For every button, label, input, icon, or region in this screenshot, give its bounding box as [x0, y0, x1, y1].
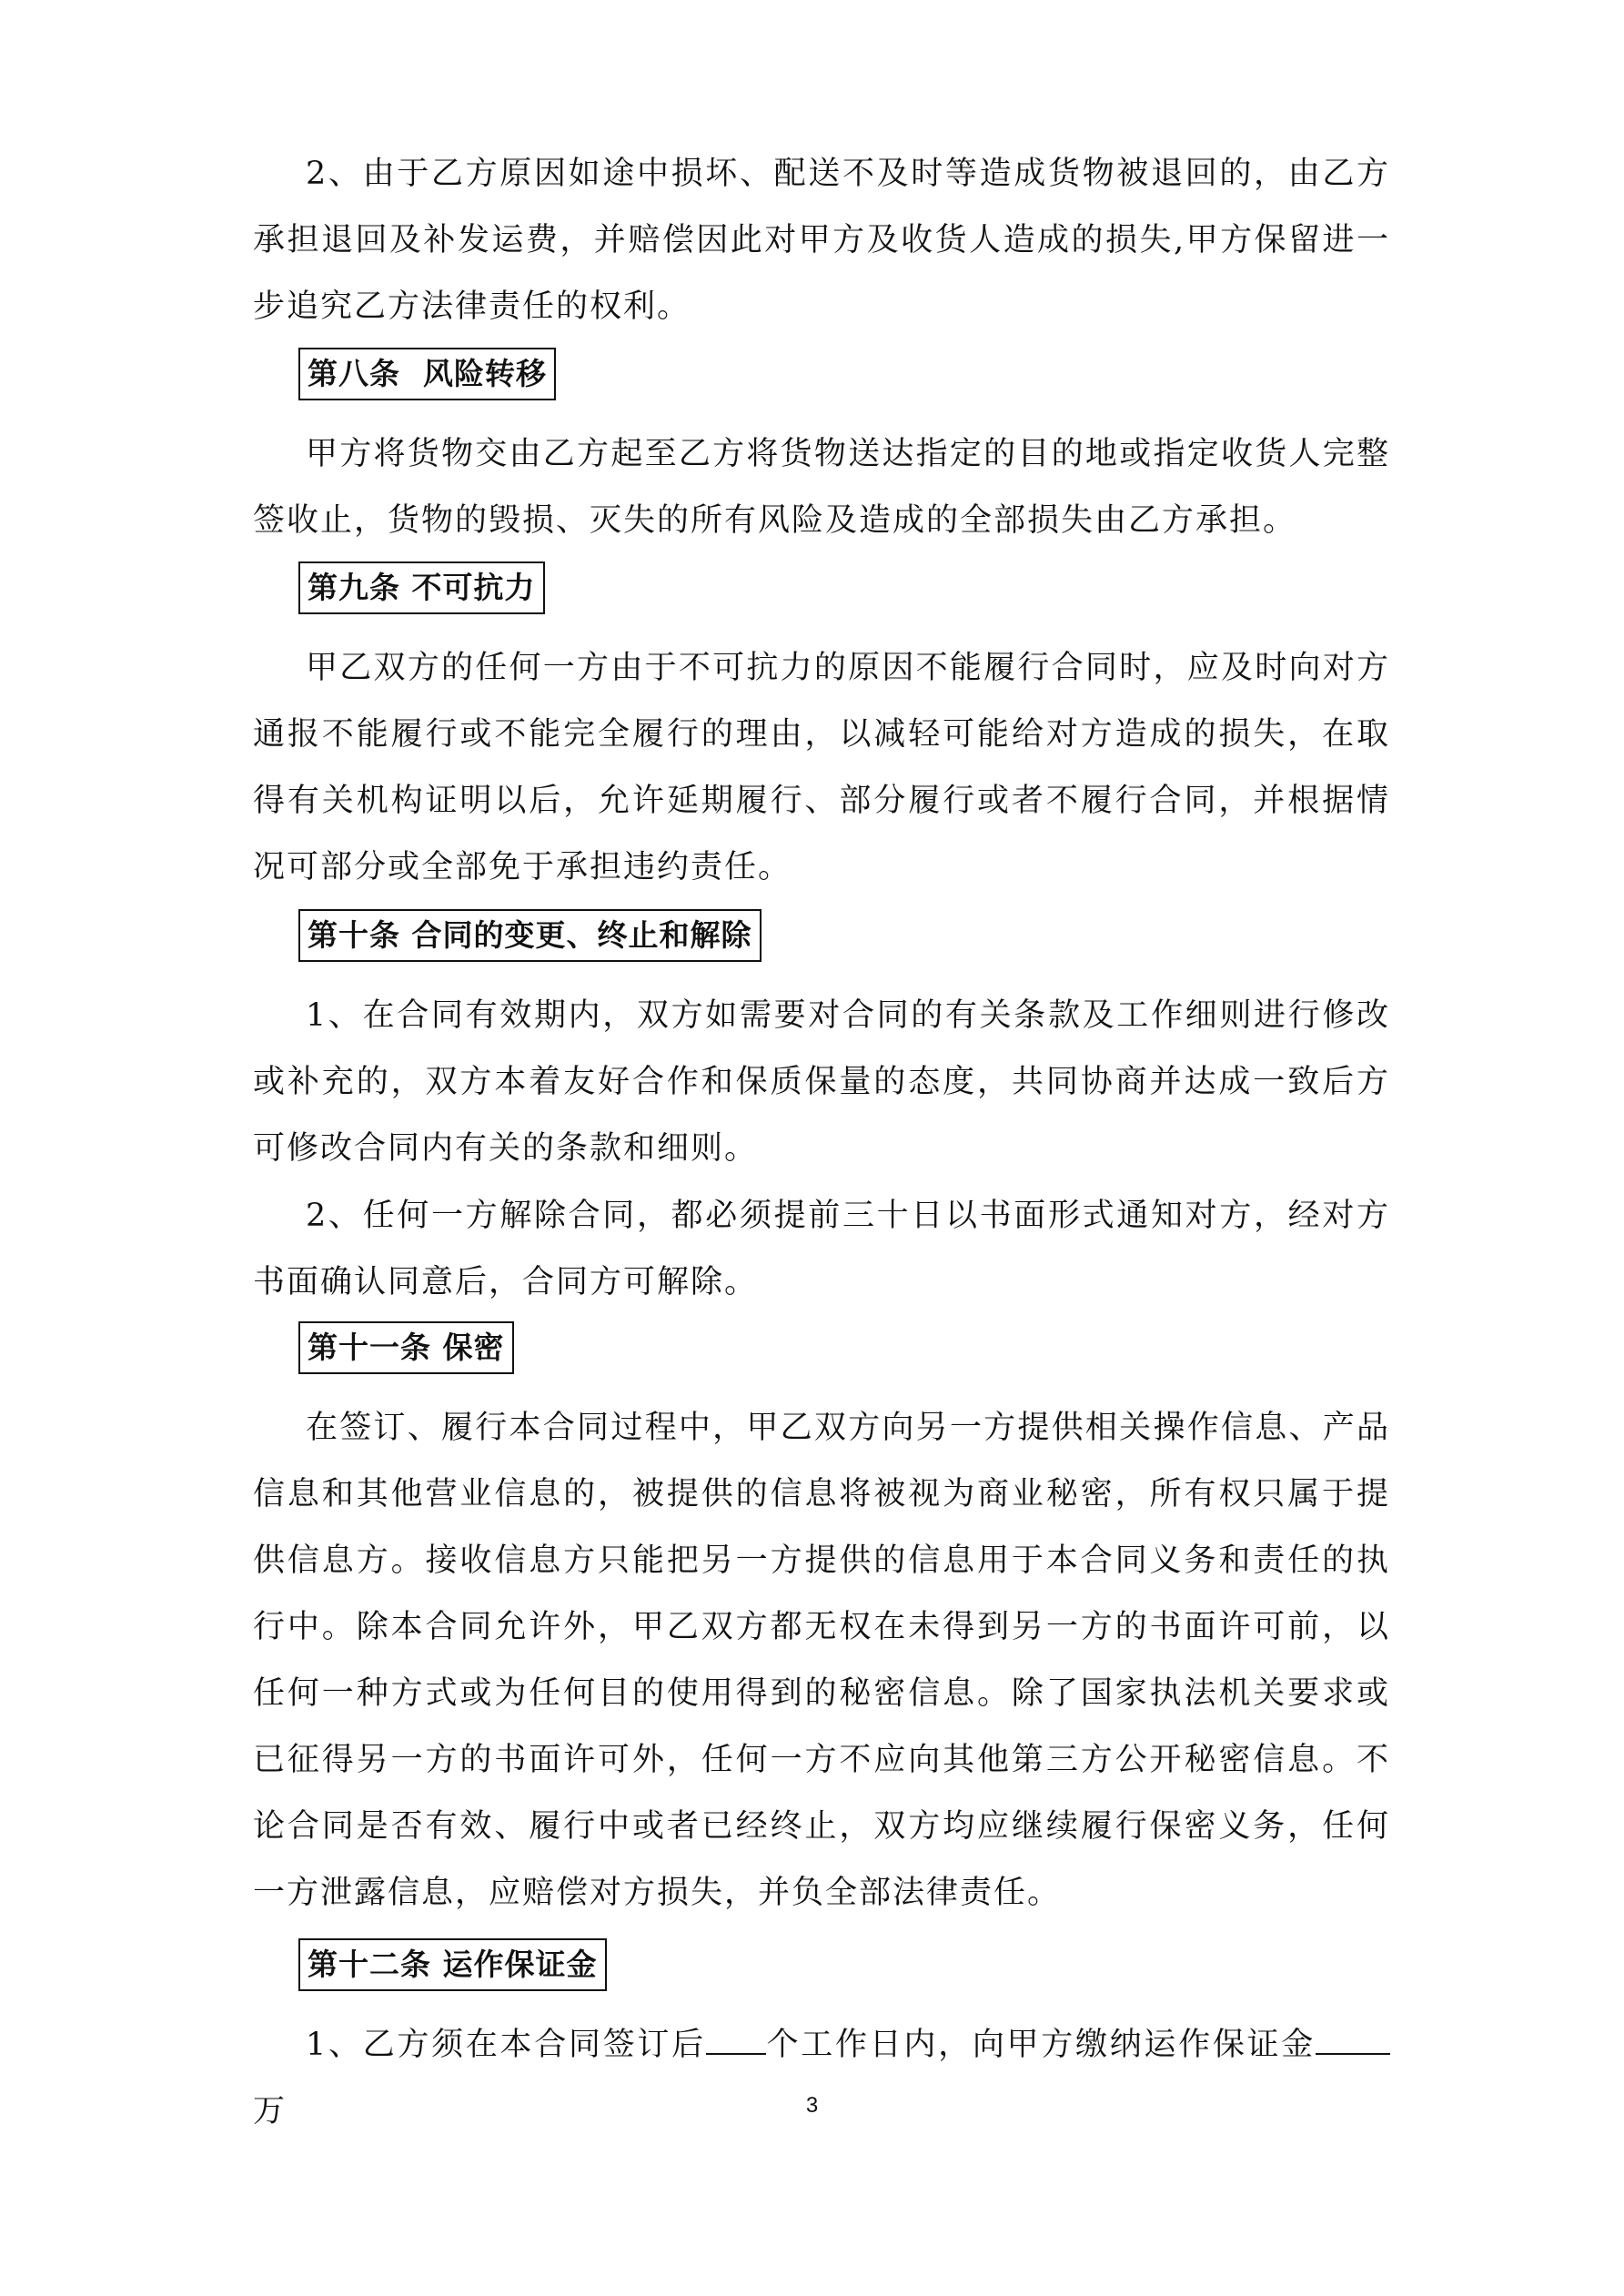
article-10-item-2: 2、任何一方解除合同，都必须提前三十日以书面形式通知对方，经对方书面确认同意后，合同方可解除。: [253, 1198, 1390, 1300]
article-12-item-1-part-b: 个工作日内，向甲方缴纳运作保证金: [765, 2027, 1316, 2063]
working-days-blank: [706, 2026, 766, 2055]
article-10-item-1: 1、在合同有效期内，双方如需要对合同的有关条款及工作细则进行修改或补充的，双方本着友好合作和保质保量的态度，共同协商并达成一致后方可修改合同内有关的条款和细则。: [253, 997, 1390, 1167]
article-12-item-1: [253, 2012, 1390, 2145]
article-9-heading: 第九条 不可抗力: [298, 561, 545, 614]
article-9-text: 甲乙双方的任何一方由于不可抗力的原因不能履行合同时，应及时向对方通报不能履行或不能完全履行的理由，以减轻可能给对方造成的损失，在取得有关机构证明以后，允许延期履行、部分履行或者不履行合同，并根据情况可部分或全部免于承担违约责任。: [253, 650, 1390, 885]
article-12-item-1-part-a: 1、乙方须在本合同签订后: [306, 2027, 706, 2063]
clause-7-item-2: 2、由于乙方原因如途中损坏、配送不及时等造成货物被退回的，由乙方承担退回及补发运费，并赔偿因此对甲方及收货人造成的损失,甲方保留进一步追究乙方法律责任的权利。: [253, 156, 1390, 325]
page-number: 3: [805, 2093, 819, 2118]
article-8-text: 甲方将货物交由乙方起至乙方将货物送达指定的目的地或指定收货人完整签收止，货物的毁损、灭失的所有风险及造成的全部损失由乙方承担。: [253, 436, 1390, 539]
article-11-heading: 第十一条 保密: [298, 1321, 514, 1374]
article-8-heading: 第八条 风险转移: [298, 348, 556, 400]
article-10-heading: 第十条 合同的变更、终止和解除: [298, 909, 762, 962]
article-11-text: 在签订、履行本合同过程中，甲乙双方向另一方提供相关操作信息、产品信息和其他营业信息的，被提供的信息将被视为商业秘密，所有权只属于提供信息方。接收信息方只能把另一方提供的信息用于本合同义务和责任的执行中。除本合同允许外，甲乙双方都无权在未得到另一方的书面许可前，以任何一种方式或为任何目的使用得到的秘密信息。除了国家执法机关要求或已征得另一方的书面许可外，任何一方不应向其他第三方公开秘密信息。不论合同是否有效、履行中或者已经终止，双方均应继续履行保密义务，任何一方泄露信息，应赔偿对方损失，并负全部法律责任。: [253, 1410, 1390, 1911]
article-12-heading: 第十二条 运作保证金: [298, 1938, 607, 1991]
deposit-amount-blank: [1316, 2026, 1390, 2055]
article-12-item-1-part-c: 万: [253, 2093, 287, 2129]
